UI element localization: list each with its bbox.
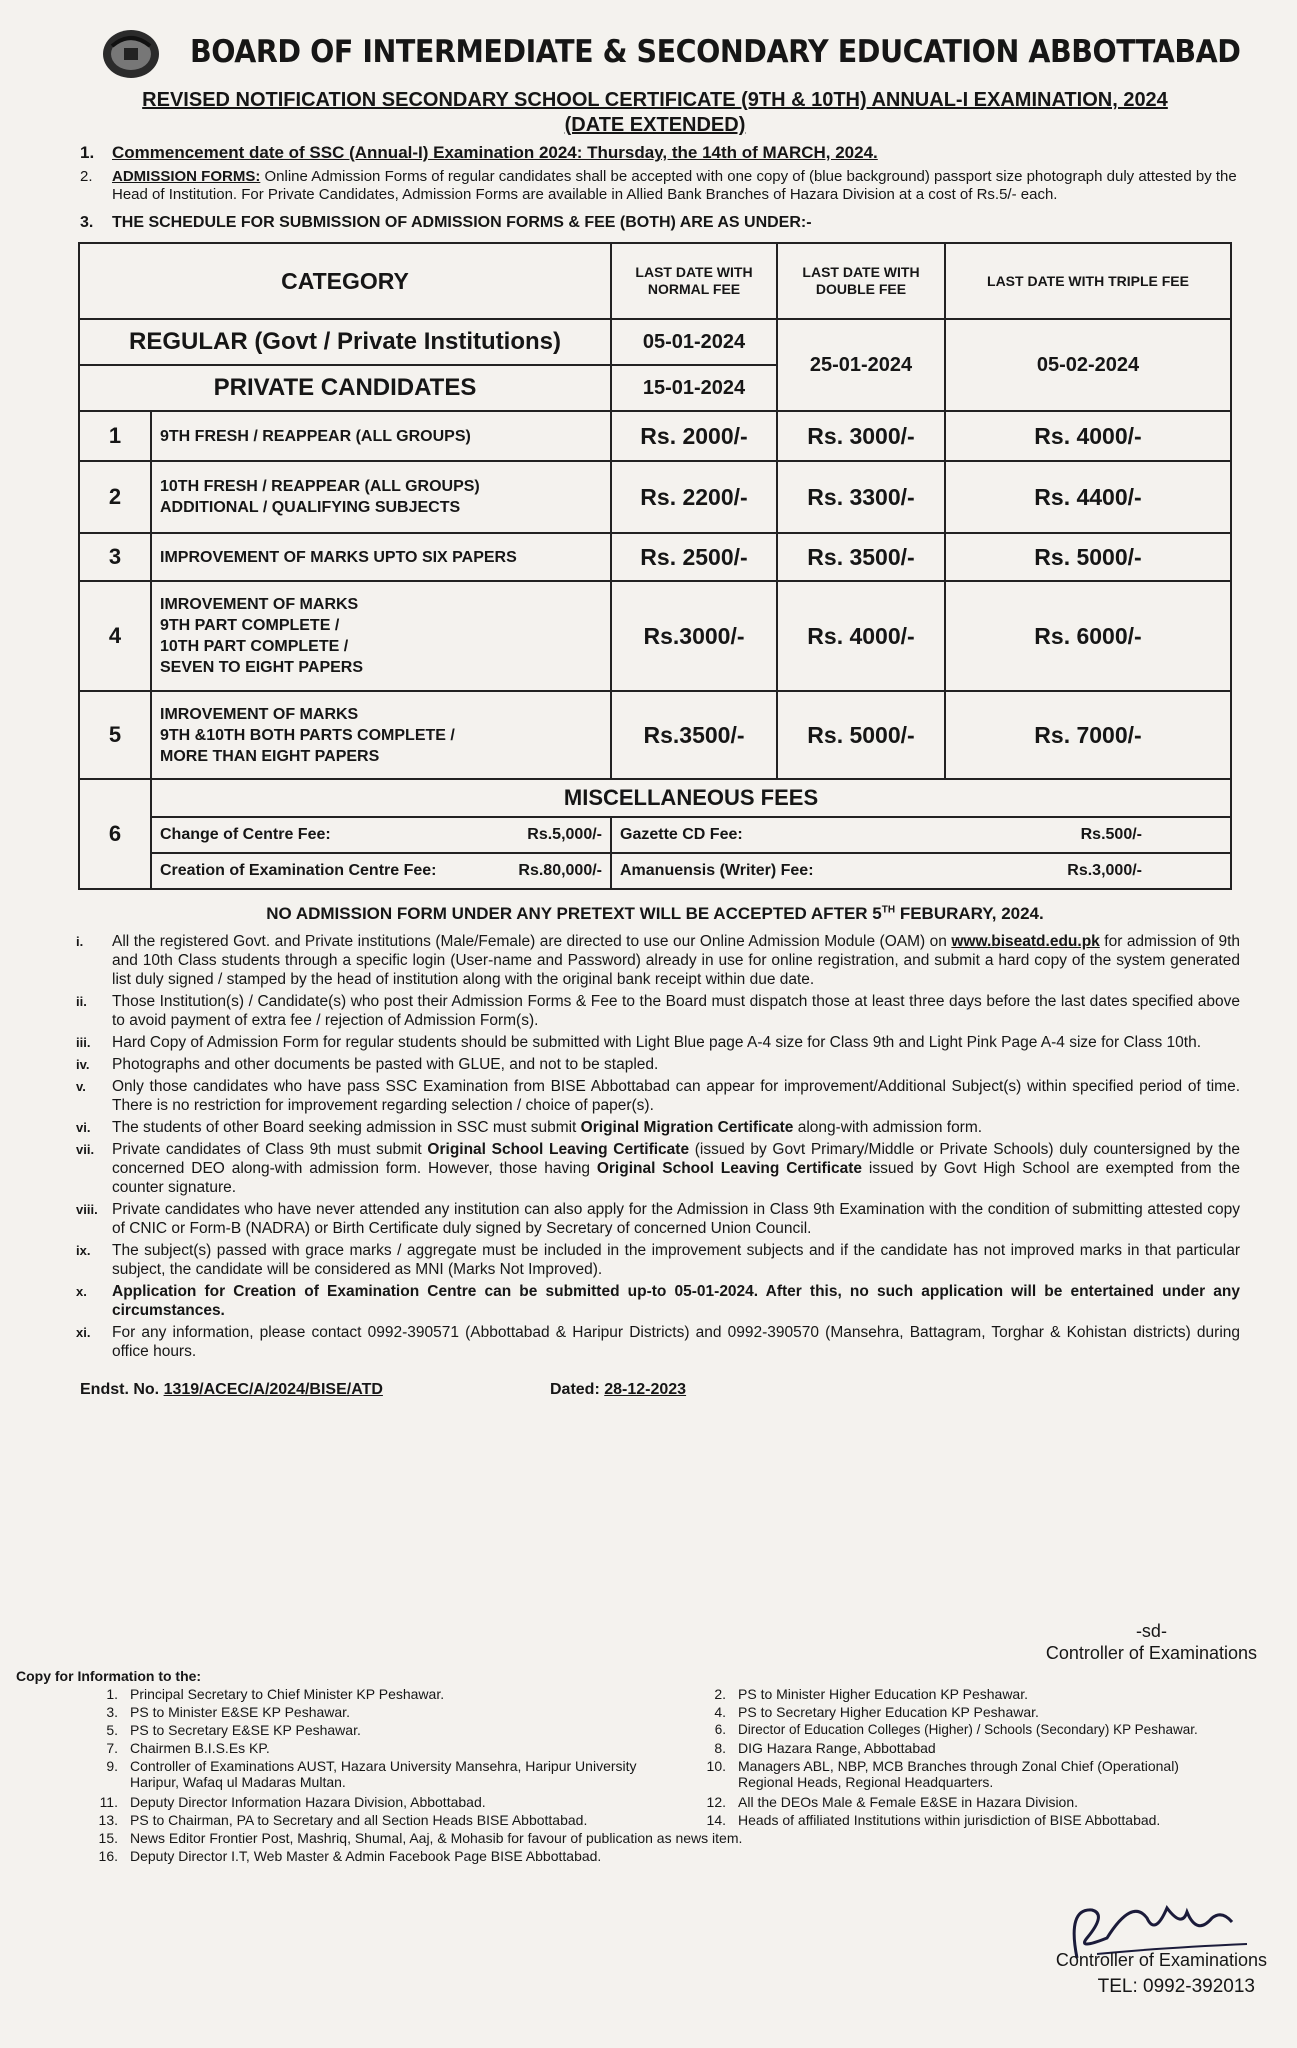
- table-row: 4 IMROVEMENT OF MARKS 9TH PART COMPLETE / 10TH PART COMPLETE / SEVEN TO EIGHT PAPERS Rs.3000/- Rs. 4000/- Rs. 6000/-: [79, 581, 1231, 691]
- private-label: PRIVATE CANDIDATES: [79, 365, 611, 411]
- list-item: i. All the registered Govt. and Private institutions (Male/Female) are directed to use our Online Admission Module (OAM) on www.biseatd.edu.pk for admission of 9th and 10th Class students through a specific login (User-name and Password) already in use for online registration, and submit a hard copy of the system generated list duly signed / stamped by the head of institution along with the original bank receipt within due date.: [76, 933, 1240, 988]
- misc-header-row: [79, 779, 1231, 817]
- change-centre-label: Change of Centre Fee:: [160, 826, 331, 843]
- list-item: 13. PS to Chairman, PA to Secretary and all Section Heads BISE Abbottabad.: [98, 1812, 588, 1828]
- signoff-title: Controller of Examinations: [1045, 1643, 1257, 1663]
- misc-row: [79, 853, 1231, 889]
- board-title: BOARD OF INTERMEDIATE & SECONDARY EDUCATION ABBOTTABAD: [190, 34, 1241, 70]
- endorsement-line: Endst. No. 1319/ACEC/A/2024/BISE/ATD Dated: 28-12-2023: [80, 1381, 687, 1398]
- table-row: 2 10TH FRESH / REAPPEAR (ALL GROUPS) ADDITIONAL / QUALIFYING SUBJECTS Rs. 2200/- Rs. 3300/- Rs. 4400/-: [79, 461, 1231, 533]
- copy-list: [10, 1686, 1198, 1916]
- amanuensis-label: Amanuensis (Writer) Fee:: [620, 862, 814, 879]
- list-item: 4. PS to Secretary Higher Education KP Peshawar.: [714, 1704, 1039, 1720]
- fee-schedule-table: [78, 242, 1232, 890]
- copy-heading: Copy for Information to the:: [16, 1668, 202, 1684]
- list-item: viii. Private candidates who have never attended any institution can also apply for the Admission in Class 9th Examination with the condition of submitting attested copy of CNIC or Form-B (NADRA) or Birth Certificate duly signed by Secretary of concerned Union Council.: [76, 1201, 1240, 1237]
- gazette-label: Gazette CD Fee:: [620, 826, 743, 843]
- table-row: 5 IMROVEMENT OF MARKS 9TH &10TH BOTH PARTS COMPLETE / MORE THAN EIGHT PAPERS Rs.3500/- Rs. 5000/- Rs. 7000/-: [79, 691, 1231, 779]
- board-seal-icon: [100, 24, 162, 82]
- list-item: 11. Deputy Director Information Hazara Division, Abbottabad.: [99, 1794, 486, 1810]
- signature-block: [1037, 1888, 1277, 2008]
- regular-row: [79, 319, 1231, 365]
- double-fee-header: LAST DATE WITH DOUBLE FEE: [777, 243, 945, 319]
- table-header-row: [79, 243, 1231, 319]
- admission-forms-line: 2. ADMISSION FORMS: Online Admission Forms of regular candidates shall be accepted with one copy of (blue background) passport size photograph duly attested by the Head of Institution. For Private Candidates, Admission Forms are available in Allied Bank Branches of Hazara Division at a cost of Rs.5/- each.: [80, 168, 1237, 203]
- list-item: vii. Private candidates of Class 9th must submit Original School Leaving Certificate (issued by Govt Primary/Middle or Private Schools) duly countersigned by the concerned DEO along-with admission form. However, those having Original School Leaving Certificate issued by Govt High School are exempted from the counter signature.: [76, 1141, 1240, 1196]
- list-item: xi. For any information, please contact 0992-390571 (Abbottabad & Haripur Districts) and 0992-390570 (Mansehra, Battagram, Torghar & Kohistan districts) during office hours.: [76, 1324, 1240, 1360]
- table-row: 1 9TH FRESH / REAPPEAR (ALL GROUPS) Rs. 2000/- Rs. 3000/- Rs. 4000/-: [79, 411, 1231, 461]
- sd-mark: -sd-: [1135, 1621, 1167, 1641]
- list-item: 7. Chairmen B.I.S.Es KP.: [106, 1740, 270, 1756]
- letterhead: [70, 22, 1240, 86]
- endorsement-number: 1319/ACEC/A/2024/BISE/ATD: [163, 1381, 383, 1398]
- list-item: 2. PS to Minister Higher Education KP Peshawar.: [714, 1686, 1029, 1702]
- list-item: 14. Heads of affiliated Institutions within jurisdiction of BISE Abbottabad.: [706, 1812, 1161, 1828]
- list-item: 5. PS to Secretary E&SE KP Peshawar.: [106, 1722, 361, 1738]
- misc-sn: 6: [79, 779, 151, 889]
- private-normal-date: 15-01-2024: [611, 365, 777, 411]
- regular-label: REGULAR (Govt / Private Institutions): [79, 319, 611, 365]
- no-admission-notice: NO ADMISSION FORM UNDER ANY PRETEXT WILL BE ACCEPTED AFTER 5TH FEBURARY, 2024.: [266, 904, 1044, 923]
- triple-fee-header: LAST DATE WITH TRIPLE FEE: [945, 243, 1231, 319]
- notification-title: REVISED NOTIFICATION SECONDARY SCHOOL CERTIFICATE (9TH & 10TH) ANNUAL-I EXAMINATION, 2024 (DATE EXTENDED): [142, 89, 1168, 136]
- endorsement-date: 28-12-2023: [604, 1381, 687, 1398]
- list-item: 1. Principal Secretary to Chief Minister KP Peshawar.: [106, 1686, 445, 1702]
- list-item: 6. Director of Education Colleges (Higher) / Schools (Secondary) KP Peshawar.: [714, 1722, 1198, 1737]
- misc-row: [79, 817, 1231, 853]
- list-item: x. Application for Creation of Examination Centre can be submitted up-to 05-01-2024. After this, no such application will be entertained under any circumstances.: [76, 1283, 1240, 1319]
- list-item: 9. Controller of Examinations AUST, Hazara University Mansehra, Haripur University Haripur, Wafaq ul Madaras Multan.: [106, 1758, 637, 1790]
- signoff-block: [1046, 1620, 1257, 1664]
- triple-fee-date: 05-02-2024: [945, 319, 1231, 411]
- creation-centre-label: Creation of Examination Centre Fee:: [160, 862, 437, 879]
- list-item: v. Only those candidates who have pass SSC Examination from BISE Abbottabad can appear for improvement/Additional Subject(s) within specified period of time. There is no restriction for improvement regarding selection / choice of paper(s).: [76, 1078, 1240, 1114]
- schedule-line: 3. THE SCHEDULE FOR SUBMISSION OF ADMISSION FORMS & FEE (BOTH) ARE AS UNDER:-: [80, 214, 812, 231]
- amanuensis-value: Rs.3,000/-: [1067, 862, 1142, 879]
- list-item: 16. Deputy Director I.T, Web Master & Admin Facebook Page BISE Abbottabad.: [98, 1848, 602, 1864]
- double-fee-date: 25-01-2024: [777, 319, 945, 411]
- list-item: ix. The subject(s) passed with grace marks / aggregate must be included in the improvement subjects and if the candidate has not improved marks in that particular subject, the candidate will be considered as MNI (Marks Not Improved).: [76, 1242, 1240, 1278]
- commencement-text: Commencement date of SSC (Annual-I) Examination 2024: Thursday, the 14th of MARCH, 2024.: [112, 143, 878, 162]
- list-item: 10. Managers ABL, NBP, MCB Branches through Zonal Chief (Operational) Regional Heads, Regional Headquarters.: [706, 1758, 1179, 1790]
- list-item: iii. Hard Copy of Admission Form for regular students should be submitted with Light Blue page A-4 size for Class 9th and Light Pink Page A-4 size for Class 10th.: [76, 1034, 1202, 1051]
- list-item: vi. The students of other Board seeking admission in SSC must submit Original Migration Certificate along-with admission form.: [76, 1119, 983, 1136]
- list-item: 12. All the DEOs Male & Female E&SE in Hazara Division.: [706, 1794, 1079, 1810]
- normal-fee-header: LAST DATE WITH NORMAL FEE: [611, 243, 777, 319]
- misc-title: MISCELLANEOUS FEES: [151, 779, 1231, 817]
- instructions-list: [70, 932, 1240, 1361]
- admission-forms-label: ADMISSION FORMS:: [112, 168, 261, 185]
- signature-title: Controller of Examinations: [1055, 1950, 1267, 1970]
- list-item: 3. PS to Minister E&SE KP Peshawar.: [106, 1704, 350, 1720]
- schedule-text: THE SCHEDULE FOR SUBMISSION OF ADMISSION FORMS & FEE (BOTH) ARE AS UNDER:-: [112, 214, 812, 231]
- change-centre-value: Rs.5,000/-: [527, 826, 602, 843]
- website-link[interactable]: www.biseatd.edu.pk: [951, 933, 1100, 950]
- notification-document: [70, 22, 1240, 1411]
- creation-centre-value: Rs.80,000/-: [518, 862, 602, 879]
- regular-normal-date: 05-01-2024: [611, 319, 777, 365]
- commencement-line: 1. Commencement date of SSC (Annual-I) Examination 2024: Thursday, the 14th of MARCH, 2024.: [80, 143, 878, 162]
- telephone-number: TEL: 0992-392013: [1097, 1976, 1255, 1997]
- admission-forms-text: Online Admission Forms of regular candidates shall be accepted with one copy of (blue background) passport size photograph duly attested by the Head of Institution. For Private Candidates, Admission Forms are available in Allied Bank Branches of Hazara Division at a cost of Rs.5/- each.: [112, 168, 1237, 203]
- gazette-value: Rs.500/-: [1080, 826, 1142, 843]
- list-item: 15. News Editor Frontier Post, Mashriq, Shumal, Aaj, & Mohasib for favour of publication as news item.: [98, 1830, 743, 1846]
- list-item: 8. DIG Hazara Range, Abbottabad: [714, 1740, 936, 1756]
- list-item: ii. Those Institution(s) / Candidate(s) who post their Admission Forms & Fee to the Board must dispatch those at least three days before the last dates specified above to avoid payment of extra fee / rejection of Admission Form(s).: [76, 993, 1240, 1029]
- category-header: CATEGORY: [79, 243, 611, 319]
- table-row: 3 IMPROVEMENT OF MARKS UPTO SIX PAPERS Rs. 2500/- Rs. 3500/- Rs. 5000/-: [79, 533, 1231, 581]
- list-item: iv. Photographs and other documents be pasted with GLUE, and not to be stapled.: [76, 1056, 659, 1073]
